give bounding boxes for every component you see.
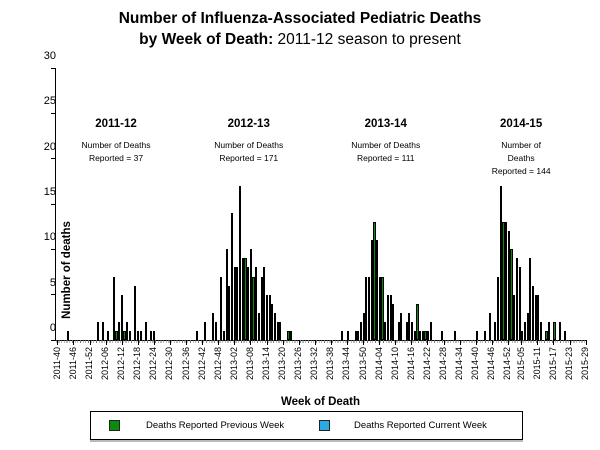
season-note-line2: Reported = 144	[491, 166, 551, 176]
x-tick-label: 2012-30	[164, 347, 175, 381]
x-tick-label: 2013-14	[261, 347, 272, 381]
x-tick-label: 2014-52	[502, 347, 513, 381]
x-tick-label: 2014-46	[486, 347, 497, 381]
y-tick-label: 30	[43, 50, 56, 62]
chart-title-line2-normal: 2011-12 season to present	[273, 31, 461, 48]
x-tick-label: 2014-34	[454, 347, 465, 381]
legend-label-current-week: Deaths Reported Current Week	[354, 420, 487, 431]
season-note-line1: Number of Deaths	[214, 140, 284, 150]
season-name: 2013-14	[364, 118, 407, 130]
x-tick-label: 2013-20	[277, 347, 288, 381]
x-tick-label: 2013-44	[341, 347, 352, 381]
x-tick-label: 2014-04	[373, 347, 384, 381]
y-tick-label: 5	[49, 276, 56, 289]
x-tick-label: 2011-46	[67, 347, 78, 380]
season-name: 2011-12	[95, 118, 137, 130]
x-tick-label: 2011-52	[84, 347, 95, 380]
annotation-season-2011-12	[82, 118, 151, 165]
season-note-line2: Reported = 111	[356, 153, 415, 163]
bar-series	[56, 68, 587, 340]
x-tick-label: 2015-17	[547, 347, 558, 381]
annotation-season-2013-14	[351, 118, 420, 165]
x-tick-label: 2014-28	[438, 347, 449, 381]
legend-box	[90, 411, 523, 440]
x-tick-label: 2012-18	[132, 347, 143, 381]
season-name: 2012-13	[227, 118, 270, 130]
x-tick-label: 2015-29	[580, 347, 591, 381]
x-tick-label: 2015-23	[564, 347, 575, 381]
x-tick-label: 2012-12	[116, 347, 127, 381]
legend-item-current-week	[319, 412, 487, 439]
annotation-season-2012-13	[214, 118, 283, 165]
chart-title	[0, 8, 600, 50]
legend-label-previous-week: Deaths Reported Previous Week	[146, 420, 285, 431]
season-note-line2: Reported = 37	[88, 153, 144, 163]
x-tick-label: 2014-10	[389, 347, 400, 381]
x-tick-label: 2015-11	[531, 347, 542, 380]
y-tick-label: 15	[43, 186, 56, 198]
season-note-line1: Number of Deaths	[351, 140, 421, 150]
chart-title-line1: Number of Influenza-Associated Pediatric Deaths	[118, 10, 482, 27]
y-tick-label: 20	[43, 140, 56, 153]
x-axis-tick-labels	[51, 340, 591, 396]
x-tick-label: 2013-02	[228, 347, 239, 381]
x-tick-label: 2013-50	[357, 347, 368, 381]
chart-title-line2-bold: by Week of Death:	[139, 31, 274, 48]
x-tick-label: 2014-16	[405, 347, 416, 381]
season-name: 2014-15	[500, 118, 543, 130]
x-tick-label: 2013-38	[325, 347, 336, 381]
x-tick-label: 2012-42	[196, 347, 207, 381]
x-tick-label: 2012-24	[148, 347, 159, 381]
x-tick-label: 2012-06	[100, 347, 111, 381]
annotation-season-2014-15	[488, 118, 554, 178]
season-note-line1: Number of Deaths	[501, 140, 541, 163]
y-tick-label: 10	[43, 231, 56, 244]
x-tick-label: 2013-26	[293, 347, 304, 381]
legend-swatch-previous-week	[109, 420, 120, 431]
x-tick-label: 2012-48	[212, 347, 223, 381]
legend-swatch-current-week	[319, 420, 330, 431]
plot-area	[43, 50, 587, 341]
x-tick-label: 2014-40	[470, 347, 481, 381]
x-tick-label: 2013-32	[309, 347, 320, 381]
y-axis-title: Number of deaths	[61, 221, 73, 319]
x-tick-label: 2012-36	[180, 347, 191, 381]
x-tick-label: 2014-22	[421, 347, 432, 381]
x-tick-label: 2013-08	[244, 347, 255, 381]
season-note-line1: Number of Deaths	[81, 140, 151, 150]
x-tick-label: 2015-05	[515, 347, 526, 381]
week-slot	[585, 68, 588, 340]
season-note-line2: Reported = 171	[219, 153, 279, 163]
chart-title-line2	[0, 29, 600, 50]
x-axis-title: Week of Death	[280, 396, 361, 408]
y-tick-label: 0	[49, 322, 56, 334]
legend-item-previous-week	[109, 412, 284, 439]
x-tick-label: 2011-40	[51, 347, 62, 380]
y-tick-label: 25	[43, 95, 56, 108]
